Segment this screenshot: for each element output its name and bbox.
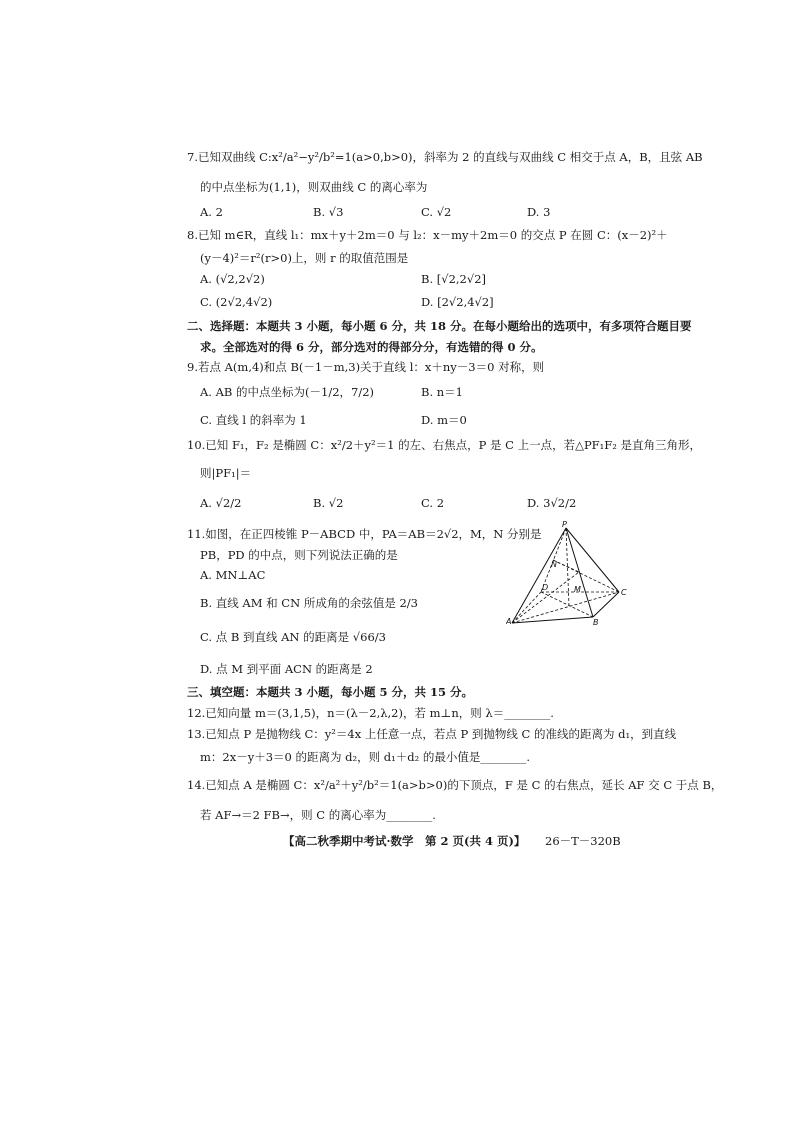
- q7-stem-line1: 7.已知双曲线 C:x²/a²−y²/b²=1(a>0,b>0)，斜率为 2 的直线与双曲线 C 相交于点 A，B，且弦 AB: [187, 150, 703, 164]
- q8-option-a: A. (√2,2√2): [200, 272, 265, 286]
- q10-option-c: C. 2: [421, 496, 445, 510]
- q10-option-a: A. √2/2: [200, 496, 242, 510]
- q8-option-d: D. [2√2,4√2]: [421, 295, 494, 309]
- q11-option-c: C. 点 B 到直线 AN 的距离是 √66/3: [200, 630, 386, 644]
- q9-option-b: B. n＝1: [421, 385, 463, 399]
- q11-option-a: A. MN⊥AC: [200, 568, 266, 582]
- page-footer: 【高二秋季期中考试·数学 第 2 页(共 4 页)】: [283, 834, 526, 848]
- label-c: C: [621, 588, 627, 597]
- section2-title-line2: 求。全部选对的得 6 分，部分选对的得部分分，有选错的得 0 分。: [200, 340, 543, 354]
- q7-option-d: D. 3: [527, 205, 551, 219]
- q11-stem-line2: PB，PD 的中点，则下列说法正确的是: [200, 548, 398, 562]
- label-n: N: [551, 560, 557, 569]
- exam-code: 26－T－320B: [545, 834, 621, 848]
- q7-option-c: C. √2: [421, 205, 452, 219]
- q13-stem-line1: 13.已知点 P 是抛物线 C：y²＝4x 上任意一点，若点 P 到抛物线 C 的准线的距离为 d₁，到直线: [187, 727, 677, 741]
- label-b: B: [593, 618, 599, 627]
- label-d: D: [542, 583, 549, 592]
- q8-stem-line2: (y－4)²＝r²(r>0)上，则 r 的取值范围是: [200, 251, 409, 265]
- q9-option-a: A. AB 的中点坐标为(－1/2，7/2): [200, 385, 375, 399]
- q9-option-c: C. 直线 l 的斜率为 1: [200, 413, 307, 427]
- q14-stem-line1: 14.已知点 A 是椭圆 C：x²/a²＋y²/b²＝1(a>b>0)的下顶点，F 是 C 的右焦点，延长 AF 交 C 于点 B，: [187, 778, 723, 792]
- q8-stem-line1: 8.已知 m∈R，直线 l₁：mx＋y＋2m＝0 与 l₂：x－my＋2m＝0 的交点 P 在圆 C：(x－2)²＋: [187, 228, 668, 242]
- label-a: A: [506, 617, 512, 626]
- q8-option-b: B. [√2,2√2]: [421, 272, 486, 286]
- q12-stem: 12.已知向量 m＝(3,1,5)，n＝(λ－2,λ,2)，若 m⊥n，则 λ＝________.: [187, 706, 554, 720]
- q11-stem-line1: 11.如图，在正四棱锥 P－ABCD 中，PA＝AB＝2√2，M，N 分别是: [187, 527, 542, 541]
- q10-stem-line2: 则|PF₁|＝: [200, 466, 252, 480]
- q10-option-d: D. 3√2/2: [527, 496, 577, 510]
- q9-stem: 9.若点 A(m,4)和点 B(－1－m,3)关于直线 l：x＋ny－3＝0 对称，则: [187, 360, 545, 374]
- section2-title-line1: 二、选择题：本题共 3 小题，每小题 6 分，共 18 分。在每小题给出的选项中，有多项符合题目要: [187, 319, 692, 333]
- q11-option-b: B. 直线 AM 和 CN 所成角的余弦值是 2/3: [200, 596, 418, 610]
- q7-option-b: B. √3: [313, 205, 344, 219]
- q11-option-d: D. 点 M 到平面 ACN 的距离是 2: [200, 662, 373, 676]
- q14-stem-line2: 若 AF→＝2 FB→，则 C 的离心率为________.: [200, 808, 436, 822]
- q7-stem-line2: 的中点坐标为(1,1)，则双曲线 C 的离心率为: [200, 180, 428, 194]
- label-m: M: [574, 585, 581, 594]
- pyramid-figure: [506, 520, 631, 630]
- q8-option-c: C. (2√2,4√2): [200, 295, 273, 309]
- section3-title: 三、填空题：本题共 3 小题，每小题 5 分，共 15 分。: [187, 685, 474, 699]
- q7-option-a: A. 2: [200, 205, 223, 219]
- q10-stem-line1: 10.已知 F₁，F₂ 是椭圆 C：x²/2＋y²＝1 的左、右焦点，P 是 C 上一点，若△PF₁F₂ 是直角三角形，: [187, 438, 702, 452]
- q13-stem-line2: m：2x－y＋3＝0 的距离为 d₂，则 d₁＋d₂ 的最小值是________.: [200, 750, 531, 764]
- q9-option-d: D. m＝0: [421, 413, 467, 427]
- q10-option-b: B. √2: [313, 496, 344, 510]
- label-p: P: [562, 520, 567, 529]
